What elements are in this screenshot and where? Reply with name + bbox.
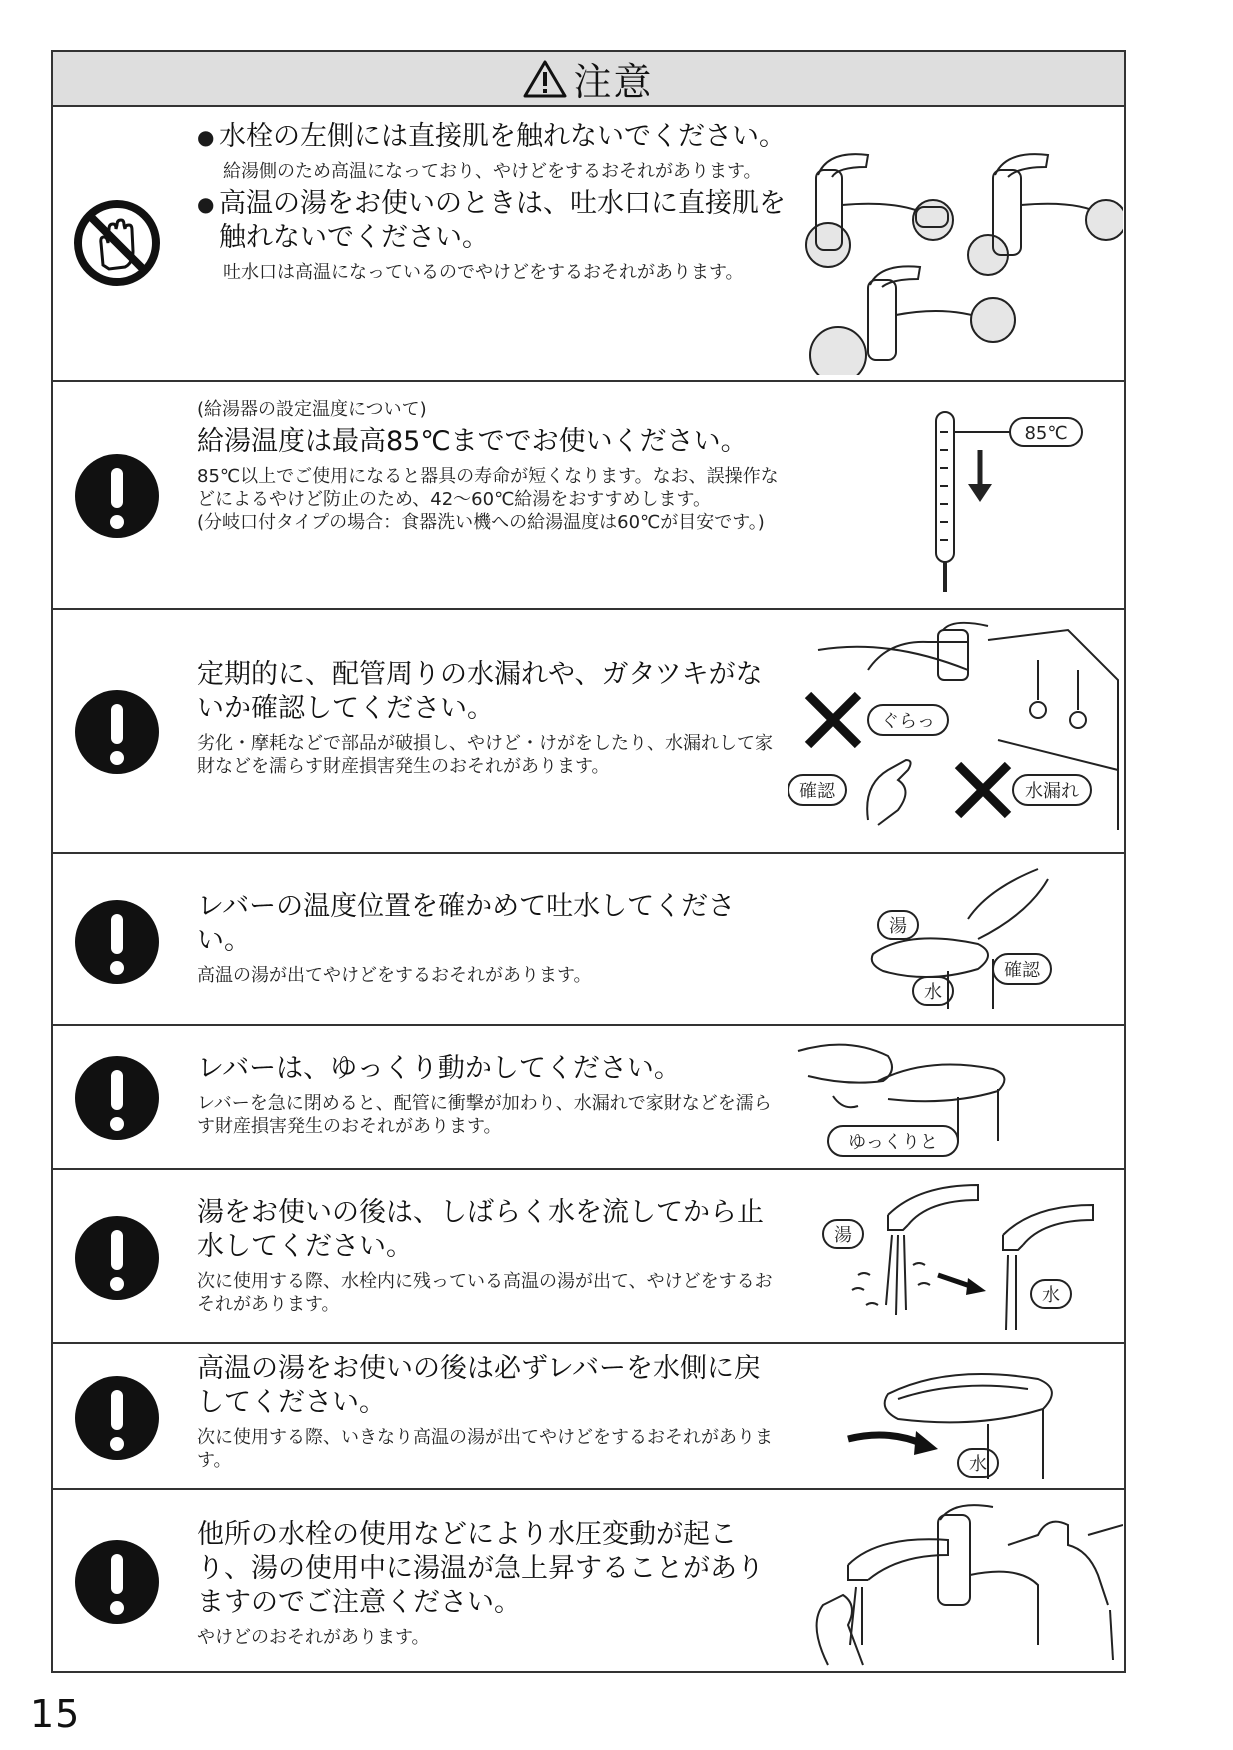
no-touch-icon [73,199,161,287]
page-number: 15 [30,1692,81,1736]
hot-label: 湯 [889,916,907,937]
thermometer-illustration [788,392,1123,602]
section-no-touch [53,105,1124,382]
cold-label: 水 [924,982,942,1003]
body-move-slowly: レバーを急に閉めると、配管に衝撃が加わり、水漏れで家財などを濡らす財産損害発生のおそれがあります。 [197,1093,772,1137]
temperature-note: (給湯器の設定温度について) [197,399,427,420]
lever-position-illustration [788,859,1123,1021]
body-return-lever: 次に使用する際、いきなり高温の湯が出てやけどをするおそれがあります。 [197,1427,773,1471]
section-move-slowly [53,1026,1124,1170]
section-lever-position [53,854,1124,1026]
temp-label: 85℃ [1024,423,1068,444]
heading-move-slowly: レバーは、ゆっくり動かしてください。 [197,1053,681,1084]
leak-label: 水漏れ [1025,781,1079,802]
faucet-hot-areas-illustration [788,115,1123,375]
check-label: 確認 [799,781,835,802]
exclamation-icon [73,1538,161,1626]
return-lever-illustration [788,1349,1123,1485]
caution-title: 注意 [573,60,654,104]
heading-leak-check: 定期的に、配管周りの水漏れや、ガタツキがないか確認してください。 [197,659,763,724]
warning-triangle-icon [523,59,567,99]
exclamation-icon [73,898,161,986]
heading-temperature: 給湯温度は最高85℃まででお使いください。 [197,426,748,457]
section-water-temperature [53,382,1124,610]
caution-header [53,52,1124,107]
section-flush-water [53,1170,1124,1344]
exclamation-icon [73,1374,161,1462]
wobble-label: ぐらっ [881,711,935,732]
hot-label: 湯 [834,1225,852,1246]
body-leak-check: 劣化・摩耗などで部品が破損し、やけど・けがをしたり、水漏れして家財などを濡らす財産損害発生のおそれがあります。 [197,733,773,777]
body-spout: 吐水口は高温になっているのでやけどをするおそれがあります。 [223,262,744,283]
heading-lever-position: レバーの温度位置を確かめて吐水してください。 [197,891,736,956]
body-pressure-change: やけどのおそれがあります。 [197,1627,430,1648]
body-left-side: 給湯側のため高温になっており、やけどをするおそれがあります。 [223,161,762,182]
exclamation-icon [73,688,161,776]
section-leak-check [53,610,1124,854]
bullet: ● [197,192,215,216]
pressure-change-illustration [788,1495,1123,1670]
cold-label: 水 [1042,1285,1060,1306]
section-return-lever [53,1344,1124,1490]
exclamation-icon [73,1054,161,1142]
heading-flush-water: 湯をお使いの後は、しばらく水を流してから止水してください。 [197,1197,764,1262]
body-flush-water: 次に使用する際、水栓内に残っている高温の湯が出て、やけどをするおそれがあります。 [197,1271,773,1315]
flush-water-illustration [788,1175,1123,1339]
slowly-label: ゆっくりと [848,1132,938,1153]
cold-label: 水 [969,1454,987,1475]
body-lever-position: 高温の湯が出てやけどをするおそれがあります。 [197,965,592,986]
exclamation-icon [73,1214,161,1302]
heading-spout: 高温の湯をお使いのときは、吐水口に直接肌を触れないでください。 [219,188,786,253]
exclamation-icon [73,452,161,540]
caution-frame [51,50,1126,1673]
heading-return-lever: 高温の湯をお使いの後は必ずレバーを水側に戻してください。 [197,1353,762,1418]
heading-left-side: 水栓の左側には直接肌を触れないでください。 [219,121,786,152]
heading-pressure-change: 他所の水栓の使用などにより水圧変動が起こり、湯の使用中に湯温が急上昇することがありますのでご注意ください。 [197,1519,764,1618]
leak-check-illustration [788,620,1123,846]
body-temperature: 85℃以上でご使用になると器具の寿命が短くなります。なお、誤操作などによるやけど防止のため、42～60℃給湯をおすすめします。 (分岐口付タイプの場合：食器洗い機への給湯温度は60℃が目安です。) [197,466,779,533]
bullet: ● [197,125,215,149]
section-pressure-change [53,1490,1124,1675]
move-slowly-illustration [788,1031,1123,1165]
check-label: 確認 [1004,960,1040,981]
